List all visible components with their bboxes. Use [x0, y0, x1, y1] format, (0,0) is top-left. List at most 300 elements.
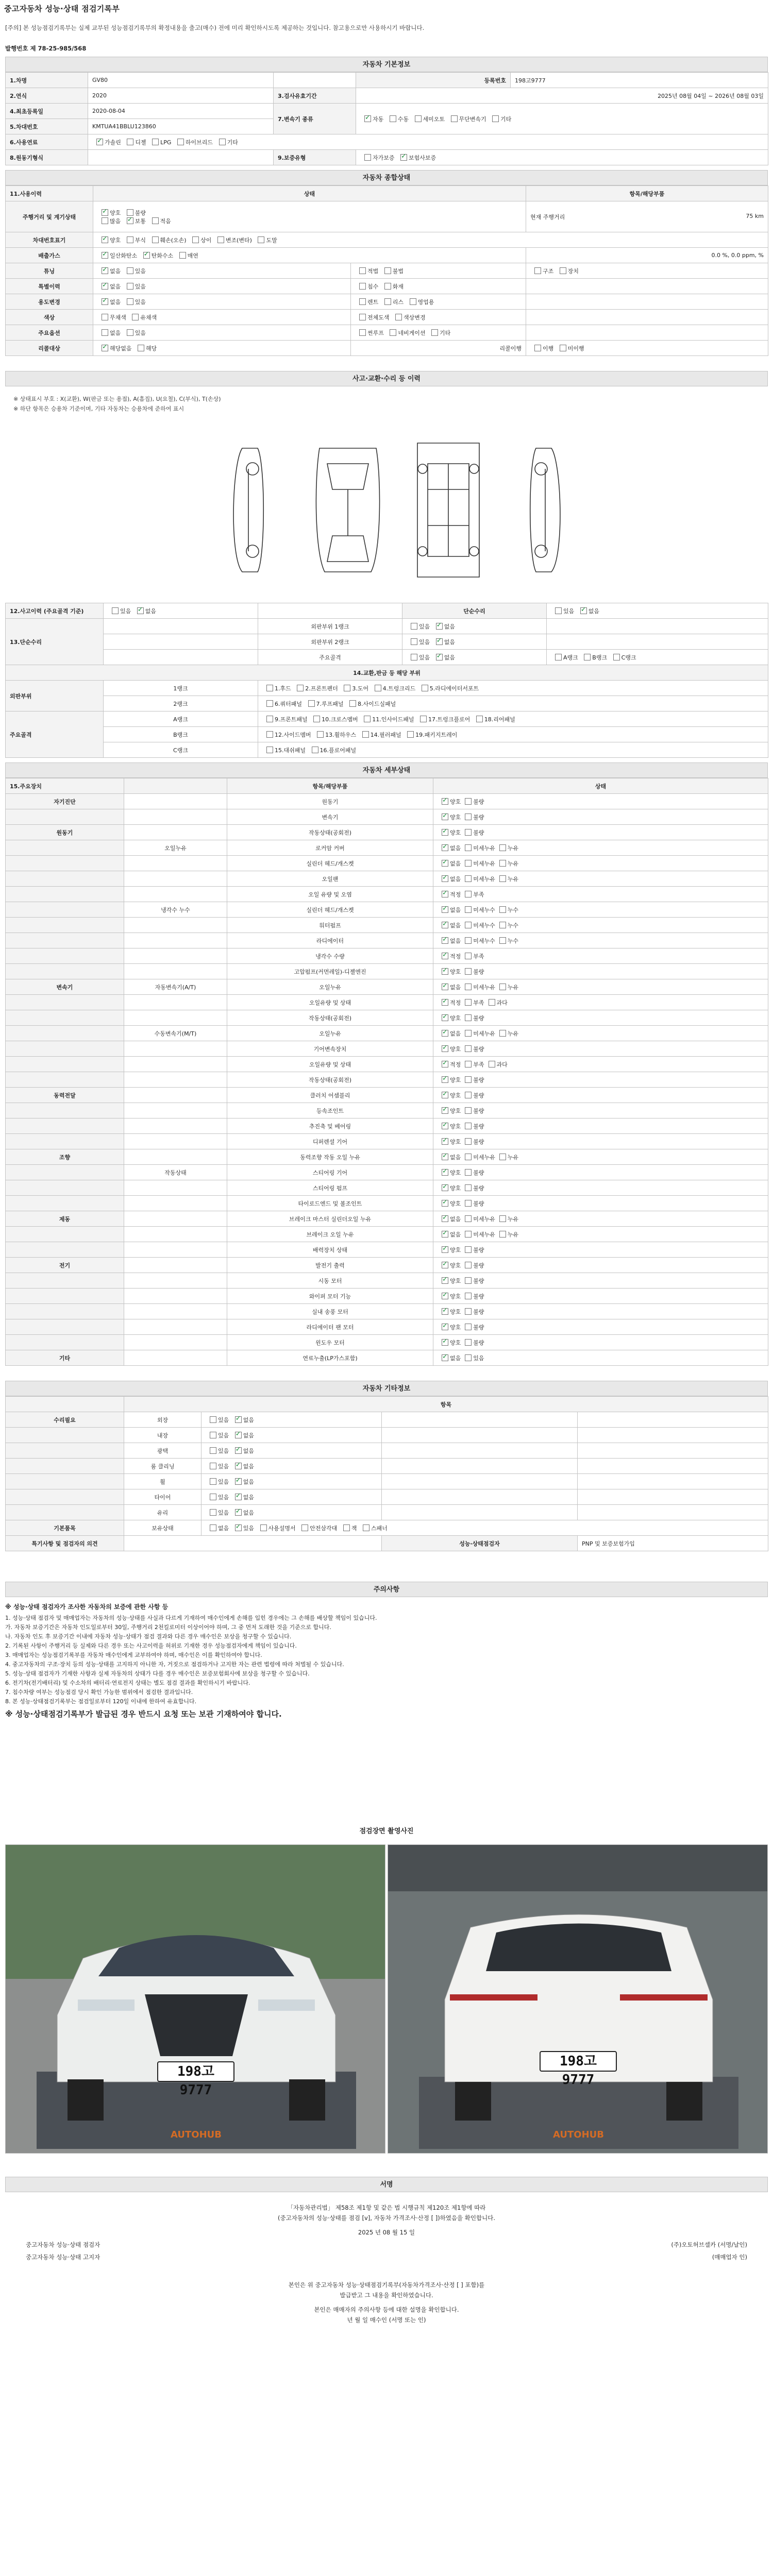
checkbox[interactable]: [102, 209, 108, 216]
checkbox[interactable]: [152, 139, 159, 145]
checkbox[interactable]: [476, 716, 483, 722]
detail-row: [6, 1088, 768, 1103]
checkbox[interactable]: [127, 217, 133, 224]
checkbox[interactable]: [555, 654, 562, 660]
checkbox[interactable]: [442, 1123, 448, 1129]
checkbox[interactable]: [465, 984, 472, 990]
checkbox[interactable]: [489, 999, 495, 1006]
checkbox[interactable]: [137, 607, 144, 614]
checkbox[interactable]: [102, 298, 108, 305]
checkbox[interactable]: [442, 860, 448, 867]
checkbox[interactable]: [420, 716, 427, 722]
checkbox[interactable]: [102, 283, 108, 290]
part-label: 원동기: [227, 794, 433, 809]
sub-label: [124, 918, 227, 933]
checkbox[interactable]: [442, 1308, 448, 1315]
option-label: 미세누수: [473, 937, 495, 944]
checkbox[interactable]: [465, 1324, 472, 1330]
option-label: 없음: [450, 1215, 461, 1223]
checkbox[interactable]: [359, 298, 366, 305]
checkbox[interactable]: [499, 922, 506, 928]
state-options: [433, 1088, 768, 1103]
checkbox[interactable]: [489, 1061, 495, 1067]
group-label: [6, 1304, 124, 1319]
checkbox[interactable]: [534, 345, 541, 351]
checkbox[interactable]: [235, 1432, 242, 1438]
checkbox[interactable]: [499, 937, 506, 944]
checkbox[interactable]: [442, 1061, 448, 1067]
other-row: [6, 1505, 768, 1520]
option-label: 불량: [473, 1123, 484, 1130]
detail-row: [6, 979, 768, 995]
checkbox[interactable]: [127, 236, 133, 243]
group-label: 자기진단: [6, 794, 124, 809]
checkbox[interactable]: [179, 252, 186, 259]
checkbox[interactable]: [364, 716, 371, 722]
checkbox[interactable]: [465, 1262, 472, 1268]
checkbox[interactable]: [442, 968, 448, 975]
checkbox[interactable]: [362, 731, 369, 738]
part-label: 배력장치 상태: [227, 1242, 433, 1258]
checkbox[interactable]: [395, 314, 402, 320]
sub-label: [124, 933, 227, 948]
car-left-side-icon: [233, 448, 263, 572]
label: 특기사항 및 점검자의 의견: [6, 1536, 124, 1551]
state-options: [433, 1103, 768, 1118]
checkbox[interactable]: [499, 1030, 506, 1037]
detail-row: [6, 1072, 768, 1088]
option-label: 누수: [507, 937, 519, 944]
checkbox[interactable]: [442, 1277, 448, 1284]
checkbox[interactable]: [127, 283, 133, 290]
state-options: [433, 794, 768, 809]
checkbox[interactable]: [400, 154, 407, 161]
checkbox[interactable]: [465, 968, 472, 975]
checkbox[interactable]: [465, 1215, 472, 1222]
checkbox[interactable]: [442, 984, 448, 990]
checkbox[interactable]: [465, 1246, 472, 1253]
checkbox[interactable]: [555, 607, 562, 614]
checkbox[interactable]: [390, 115, 396, 122]
group-label: 제동: [6, 1211, 124, 1227]
detail-row: [6, 794, 768, 809]
checkbox[interactable]: [364, 154, 371, 161]
checkbox[interactable]: [560, 267, 566, 274]
checkbox[interactable]: [235, 1494, 242, 1500]
checkbox[interactable]: [235, 1524, 242, 1531]
checkbox[interactable]: [442, 1092, 448, 1098]
checkbox[interactable]: [235, 1416, 242, 1423]
empty: [382, 1489, 578, 1505]
checkbox[interactable]: [407, 731, 414, 738]
part-label: 워터펌프: [227, 918, 433, 933]
option-label: 부족: [473, 999, 484, 1006]
checkbox[interactable]: [313, 716, 320, 722]
checkbox[interactable]: [266, 716, 273, 722]
checkbox[interactable]: [177, 139, 184, 145]
checkbox[interactable]: [359, 283, 366, 290]
checkbox[interactable]: [465, 844, 472, 851]
checkbox[interactable]: [102, 345, 108, 351]
label: 튜닝: [6, 263, 93, 279]
checkbox[interactable]: [96, 139, 103, 145]
state-options: [433, 1057, 768, 1072]
checkbox[interactable]: [442, 891, 448, 897]
checkbox[interactable]: [499, 875, 506, 882]
checkbox[interactable]: [499, 906, 506, 913]
detail-row: [6, 825, 768, 840]
checkbox[interactable]: [210, 1524, 216, 1531]
checkbox[interactable]: [301, 1524, 308, 1531]
part-label: 발전기 출력: [227, 1258, 433, 1273]
checkbox[interactable]: [258, 236, 264, 243]
checkbox[interactable]: [465, 1200, 472, 1207]
checkbox[interactable]: [465, 1138, 472, 1145]
checkbox[interactable]: [102, 267, 108, 274]
checkbox[interactable]: [102, 329, 108, 336]
sub-label: 자동변속기(A/T): [124, 979, 227, 995]
option-label: 불량: [473, 1092, 484, 1099]
checkbox[interactable]: [442, 1246, 448, 1253]
sub-label: [124, 1057, 227, 1072]
checkbox[interactable]: [465, 891, 472, 897]
state-options: [433, 840, 768, 856]
checkbox[interactable]: [499, 984, 506, 990]
checkbox[interactable]: [465, 1092, 472, 1098]
checkbox[interactable]: [465, 875, 472, 882]
option-label: 양호: [450, 829, 461, 836]
other-row: [6, 1443, 768, 1459]
checkbox[interactable]: [210, 1416, 216, 1423]
sub-label: [124, 1088, 227, 1103]
receipt-line: 본인은 매매자의 주의사항 등에 대한 설명을 확인합니다.: [314, 2306, 459, 2313]
empty: [578, 1474, 768, 1489]
checkbox[interactable]: [152, 236, 159, 243]
checkbox[interactable]: [102, 252, 108, 259]
checkbox[interactable]: [442, 1231, 448, 1238]
checkbox[interactable]: [219, 139, 226, 145]
checkbox[interactable]: [375, 685, 381, 691]
checkbox[interactable]: [132, 314, 139, 320]
checkbox[interactable]: [266, 685, 273, 691]
checkbox[interactable]: [442, 1200, 448, 1207]
checkbox[interactable]: [442, 798, 448, 805]
checkbox[interactable]: [363, 1524, 369, 1531]
detail-row: [6, 918, 768, 933]
notice-lines: [5, 1614, 768, 1706]
document-title: 중고자동차 성능·상태 점검기록부: [4, 4, 120, 13]
diagram-legend: [13, 394, 221, 414]
state-options: 있음 ✓없음: [201, 1459, 382, 1474]
option-label: 불량: [473, 1262, 484, 1269]
option-label: 부족: [473, 1061, 484, 1068]
checkbox[interactable]: [317, 731, 324, 738]
checkbox[interactable]: [465, 814, 472, 820]
state-options: [433, 1289, 768, 1304]
state-options: [433, 1273, 768, 1289]
checkbox[interactable]: [442, 829, 448, 836]
checkbox[interactable]: [442, 1045, 448, 1052]
checkbox[interactable]: [297, 685, 304, 691]
checkbox[interactable]: [465, 922, 472, 928]
checkbox[interactable]: [442, 1138, 448, 1145]
option-label: 불량: [473, 814, 484, 821]
detail-row: [6, 871, 768, 887]
sub-label: [124, 1289, 227, 1304]
label: 7.변속기 종류: [274, 104, 356, 134]
option-label: 없음: [450, 844, 461, 852]
checkbox[interactable]: [499, 1154, 506, 1160]
checkbox[interactable]: [465, 1231, 472, 1238]
empty: [124, 1536, 382, 1551]
option-label: 양호: [450, 1339, 461, 1346]
part-label: 연료누출(LP가스포함): [227, 1350, 433, 1366]
checkbox[interactable]: [127, 209, 133, 216]
checkbox[interactable]: [235, 1447, 242, 1454]
checkbox[interactable]: [308, 700, 315, 707]
sign-line: 「자동차관리법」 제58조 제1항 및 같은 법 시행규칙 제120조 제1항에 따라: [287, 2204, 486, 2211]
checkbox[interactable]: [410, 298, 416, 305]
checkbox[interactable]: [260, 1524, 267, 1531]
checkbox[interactable]: [442, 1154, 448, 1160]
checkbox[interactable]: [344, 685, 350, 691]
checkbox[interactable]: [613, 654, 620, 660]
empty: [382, 1412, 578, 1428]
checkbox[interactable]: [465, 798, 472, 805]
checkbox[interactable]: [127, 267, 133, 274]
checkbox[interactable]: [266, 747, 273, 753]
option-label: 불량: [473, 1169, 484, 1176]
checkbox[interactable]: [442, 922, 448, 928]
part-label: 오일팬: [227, 871, 433, 887]
checkbox[interactable]: [442, 1076, 448, 1083]
detail-row: [6, 1227, 768, 1242]
checkbox[interactable]: [359, 267, 366, 274]
checkbox[interactable]: [442, 1107, 448, 1114]
checkbox[interactable]: [210, 1447, 216, 1454]
checkbox[interactable]: [442, 875, 448, 882]
checkbox[interactable]: [359, 314, 366, 320]
checkbox[interactable]: [499, 844, 506, 851]
sign-date: 2025 년 08 월 15 일: [358, 2229, 415, 2236]
checkbox[interactable]: [384, 283, 391, 290]
checkbox[interactable]: [451, 115, 458, 122]
checkbox[interactable]: [534, 267, 541, 274]
checkbox[interactable]: [499, 1215, 506, 1222]
checkbox[interactable]: [465, 999, 472, 1006]
detail-row: [6, 1319, 768, 1335]
checkbox[interactable]: [422, 685, 428, 691]
checkbox[interactable]: [349, 700, 356, 707]
car-right-side-icon: [530, 448, 560, 572]
item-label: 외장: [124, 1412, 201, 1428]
checkbox[interactable]: [442, 1339, 448, 1346]
checkbox[interactable]: [442, 937, 448, 944]
checkbox[interactable]: [465, 1308, 472, 1315]
checkbox[interactable]: [584, 654, 591, 660]
checkbox[interactable]: [102, 217, 108, 224]
checkbox[interactable]: [442, 906, 448, 913]
group-label: [6, 1134, 124, 1149]
checkbox[interactable]: [436, 638, 443, 645]
detail-row: [6, 1289, 768, 1304]
option-label: 적정: [450, 999, 461, 1006]
checkbox[interactable]: [235, 1509, 242, 1516]
checkbox[interactable]: [266, 731, 273, 738]
checkbox[interactable]: [442, 1184, 448, 1191]
sub-label: [124, 794, 227, 809]
receipt-line: 발급받고 그 내용을 확인하였습니다.: [340, 2292, 433, 2299]
checkbox[interactable]: [266, 700, 273, 707]
checkbox[interactable]: [210, 1478, 216, 1485]
checkbox[interactable]: [138, 345, 144, 351]
checkbox[interactable]: [465, 1354, 472, 1361]
checkbox[interactable]: [442, 999, 448, 1006]
checkbox[interactable]: [465, 953, 472, 959]
checkbox[interactable]: [112, 607, 119, 614]
checkbox[interactable]: [442, 1354, 448, 1361]
checkbox[interactable]: [217, 236, 224, 243]
checkbox[interactable]: [442, 814, 448, 820]
checkbox[interactable]: [415, 115, 422, 122]
checkbox[interactable]: [465, 1293, 472, 1299]
label: 주행거리 및 계기상태: [6, 201, 93, 232]
group-label: 원동기: [6, 825, 124, 840]
sub-label: [124, 995, 227, 1010]
detail-row: [6, 840, 768, 856]
checkbox[interactable]: [560, 345, 566, 351]
checkbox[interactable]: [465, 1045, 472, 1052]
checkbox[interactable]: [465, 1030, 472, 1037]
checkbox[interactable]: [431, 329, 438, 336]
checkbox[interactable]: [364, 115, 371, 122]
checkbox[interactable]: [465, 1339, 472, 1346]
checkbox[interactable]: [465, 1277, 472, 1284]
checkbox[interactable]: [210, 1432, 216, 1438]
state-options: 있음 ✓없음: [201, 1505, 382, 1520]
notice-line: 가. 자동차 보증기간은 자동차 인도일로부터 30일, 주행거리 2천킬로미터 이상이어야 하며, 그 중 먼저 도래한 것을 기준으로 합니다.: [5, 1624, 331, 1631]
signature-block: [5, 2202, 768, 2238]
checkbox[interactable]: [143, 252, 150, 259]
checkbox[interactable]: [442, 1030, 448, 1037]
value: 2020-08-04: [88, 104, 274, 119]
detail-row: [6, 948, 768, 964]
buyer-sign-line[interactable]: 년 월 일 매수인 (서명 또는 인): [347, 2316, 426, 2324]
checkbox[interactable]: [499, 1231, 506, 1238]
checkbox[interactable]: [102, 314, 108, 320]
sub-label: [124, 825, 227, 840]
detail-row: [6, 1350, 768, 1366]
checkbox[interactable]: [442, 1215, 448, 1222]
checkbox[interactable]: [442, 1262, 448, 1268]
checkbox[interactable]: [442, 1169, 448, 1176]
group-label: 변속기: [6, 979, 124, 995]
checkbox[interactable]: [436, 654, 443, 660]
checkbox[interactable]: [210, 1494, 216, 1500]
checkbox[interactable]: [465, 1107, 472, 1114]
rank-label: 2랭크: [104, 696, 258, 711]
legend-line: ※ 하단 항목은 승용차 기준이며, 기타 자동차는 승용차에 준하여 표시: [13, 405, 184, 412]
label: 2.연식: [6, 88, 88, 104]
checkbox[interactable]: [442, 844, 448, 851]
checkbox[interactable]: [442, 1324, 448, 1330]
checkbox[interactable]: [442, 1014, 448, 1021]
checkbox[interactable]: [390, 329, 396, 336]
checkbox[interactable]: [465, 1014, 472, 1021]
checkbox[interactable]: [152, 217, 159, 224]
checkbox[interactable]: [492, 115, 499, 122]
checkbox[interactable]: [235, 1463, 242, 1469]
checkbox[interactable]: [411, 638, 417, 645]
option-label: 과다: [496, 999, 508, 1006]
checkbox[interactable]: [102, 236, 108, 243]
checkbox[interactable]: [465, 860, 472, 867]
checkbox[interactable]: [465, 937, 472, 944]
group-label: [6, 995, 124, 1010]
sign-line: (중고자동차의 성능·상태를 점검 [v], 자동차 가격조사·산정 [ ])하였음을 확인합니다.: [278, 2214, 495, 2222]
option-label: 없음: [450, 875, 461, 883]
other-row: [6, 1412, 768, 1428]
checkbox[interactable]: [411, 623, 417, 630]
checkbox[interactable]: [384, 267, 391, 274]
checkbox[interactable]: [127, 139, 133, 145]
group-label: [6, 1026, 124, 1041]
document-number: 발행번호 제 78-25-985/568: [5, 45, 87, 52]
checkbox[interactable]: [411, 654, 417, 660]
tool-options: [201, 1520, 768, 1536]
checkbox[interactable]: [465, 1061, 472, 1067]
checkbox[interactable]: [127, 298, 133, 305]
option-label: 없음: [218, 1524, 229, 1532]
checkbox[interactable]: [580, 607, 587, 614]
checkbox[interactable]: [359, 329, 366, 336]
checkbox[interactable]: [210, 1463, 216, 1469]
checkbox[interactable]: [384, 298, 391, 305]
checkbox[interactable]: [499, 860, 506, 867]
option-label: 불량: [473, 1045, 484, 1053]
item-label: 광택: [124, 1443, 201, 1459]
option-label: 없음: [450, 1154, 461, 1161]
checkbox[interactable]: [343, 1524, 350, 1531]
checkbox[interactable]: [312, 747, 318, 753]
checkbox[interactable]: [465, 1184, 472, 1191]
checkbox[interactable]: [465, 829, 472, 836]
checkbox[interactable]: [436, 623, 443, 630]
detail-row: [6, 1149, 768, 1165]
checkbox[interactable]: [465, 1076, 472, 1083]
option-label: 적정: [450, 953, 461, 960]
part-label: 추진축 및 베어링: [227, 1118, 433, 1134]
part-label: 디퍼렌셜 기어: [227, 1134, 433, 1149]
part-label: 오일 유량 및 오염: [227, 887, 433, 902]
checkbox[interactable]: [442, 953, 448, 959]
checkbox[interactable]: [192, 236, 199, 243]
checkbox[interactable]: [442, 1293, 448, 1299]
checkbox[interactable]: [465, 906, 472, 913]
sub-label: [124, 964, 227, 979]
checkbox[interactable]: [465, 1123, 472, 1129]
checkbox[interactable]: [235, 1478, 242, 1485]
checkbox[interactable]: [465, 1169, 472, 1176]
checkbox[interactable]: [210, 1509, 216, 1516]
notice-line: 6. 전기차(전기배터리) 및 수소차의 배터리·연료전지 상태는 별도 점검 결과를 확인하시기 바랍니다.: [5, 1680, 250, 1686]
head: 11.사용이력: [6, 186, 93, 201]
checkbox[interactable]: [465, 1154, 472, 1160]
checkbox[interactable]: [127, 329, 133, 336]
label: 6.사용연료: [6, 134, 88, 150]
option-label: 누수: [507, 906, 519, 913]
option-label: 불량: [473, 1339, 484, 1346]
